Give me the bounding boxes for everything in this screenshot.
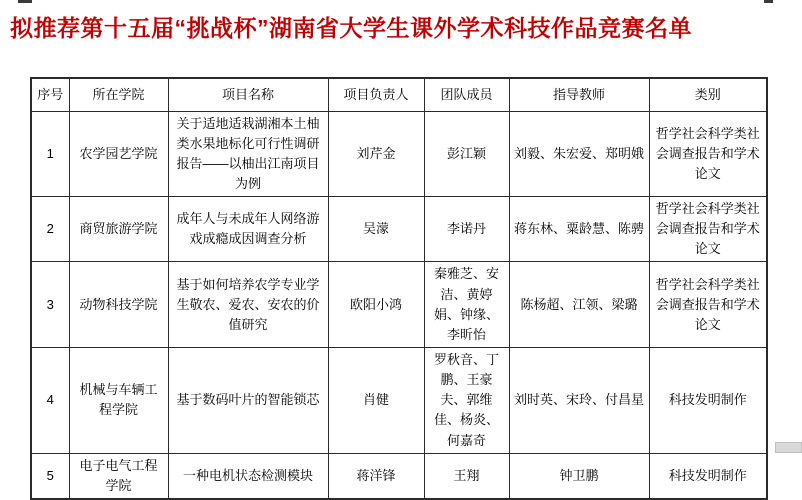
header-project-leader: 项目负责人 (328, 78, 424, 111)
cell-project-leader: 欧阳小鸿 (328, 262, 424, 348)
cell-project-leader: 吴濛 (328, 197, 424, 262)
table-row (31, 111, 767, 197)
cell-serial-number: 4 (31, 348, 69, 454)
cell-project-name: 基于数码叶片的智能锁芯 (168, 348, 328, 454)
cell-category: 科技发明制作 (649, 348, 767, 454)
cell-advisors: 刘时英、宋玲、付昌星 (509, 348, 649, 454)
cell-advisors: 蒋东林、粟龄慧、陈骋 (509, 197, 649, 262)
cell-project-leader: 蒋洋锋 (328, 453, 424, 499)
cell-category: 科技发明制作 (649, 453, 767, 499)
cell-team-members: 彭江颖 (424, 111, 509, 197)
competition-award-table (30, 77, 768, 500)
page-title: 拟推荐第十五届“挑战杯”湖南省大学生课外学术科技作品竞赛名单 (10, 15, 692, 41)
header-serial-number: 序号 (31, 78, 69, 111)
cell-college: 电子电气工程学院 (69, 453, 168, 499)
table-row (31, 197, 767, 262)
cell-team-members: 王翔 (424, 453, 509, 499)
cell-project-name: 成年人与未成年人网络游戏成瘾成因调查分析 (168, 197, 328, 262)
corner-gray-fragment (775, 442, 802, 453)
table-row (31, 262, 767, 348)
header-team-members: 团队成员 (424, 78, 509, 111)
cell-category: 哲学社会科学类社会调查报告和学术论文 (649, 262, 767, 348)
table-header-row (31, 78, 767, 111)
table-row (31, 453, 767, 499)
cell-advisors: 钟卫鹏 (509, 453, 649, 499)
top-edge-artifact-right (764, 0, 773, 3)
header-project-name: 项目名称 (168, 78, 328, 111)
header-college: 所在学院 (69, 78, 168, 111)
cell-team-members: 罗秋音、丁鹏、王豪夫、郭维佳、杨炎、何嘉奇 (424, 348, 509, 454)
cell-serial-number: 1 (31, 111, 69, 197)
cell-project-name: 关于适地适栽湖湘本土柚类水果地标化可行性调研报告——以柚出江南项目为例 (168, 111, 328, 197)
cell-college: 动物科技学院 (69, 262, 168, 348)
table-row (31, 348, 767, 454)
cell-college: 商贸旅游学院 (69, 197, 168, 262)
cell-category: 哲学社会科学类社会调查报告和学术论文 (649, 197, 767, 262)
cell-advisors: 刘毅、朱宏爱、郑明娥 (509, 111, 649, 197)
cell-project-name: 一种电机状态检测模块 (168, 453, 328, 499)
cell-advisors: 陈杨超、江领、梁璐 (509, 262, 649, 348)
cell-team-members: 秦雅芝、安洁、黄婷娟、钟缘、李昕怡 (424, 262, 509, 348)
cell-project-name: 基于如何培养农学专业学生敬农、爱农、安农的价值研究 (168, 262, 328, 348)
header-advisors: 指导教师 (509, 78, 649, 111)
cell-team-members: 李诺丹 (424, 197, 509, 262)
top-edge-artifact-left (18, 0, 32, 3)
cell-project-leader: 肖健 (328, 348, 424, 454)
cell-serial-number: 5 (31, 453, 69, 499)
cell-project-leader: 刘芹金 (328, 111, 424, 197)
cell-category: 哲学社会科学类社会调查报告和学术论文 (649, 111, 767, 197)
cell-serial-number: 3 (31, 262, 69, 348)
cell-college: 机械与车辆工程学院 (69, 348, 168, 454)
header-category: 类别 (649, 78, 767, 111)
cell-serial-number: 2 (31, 197, 69, 262)
cell-college: 农学园艺学院 (69, 111, 168, 197)
